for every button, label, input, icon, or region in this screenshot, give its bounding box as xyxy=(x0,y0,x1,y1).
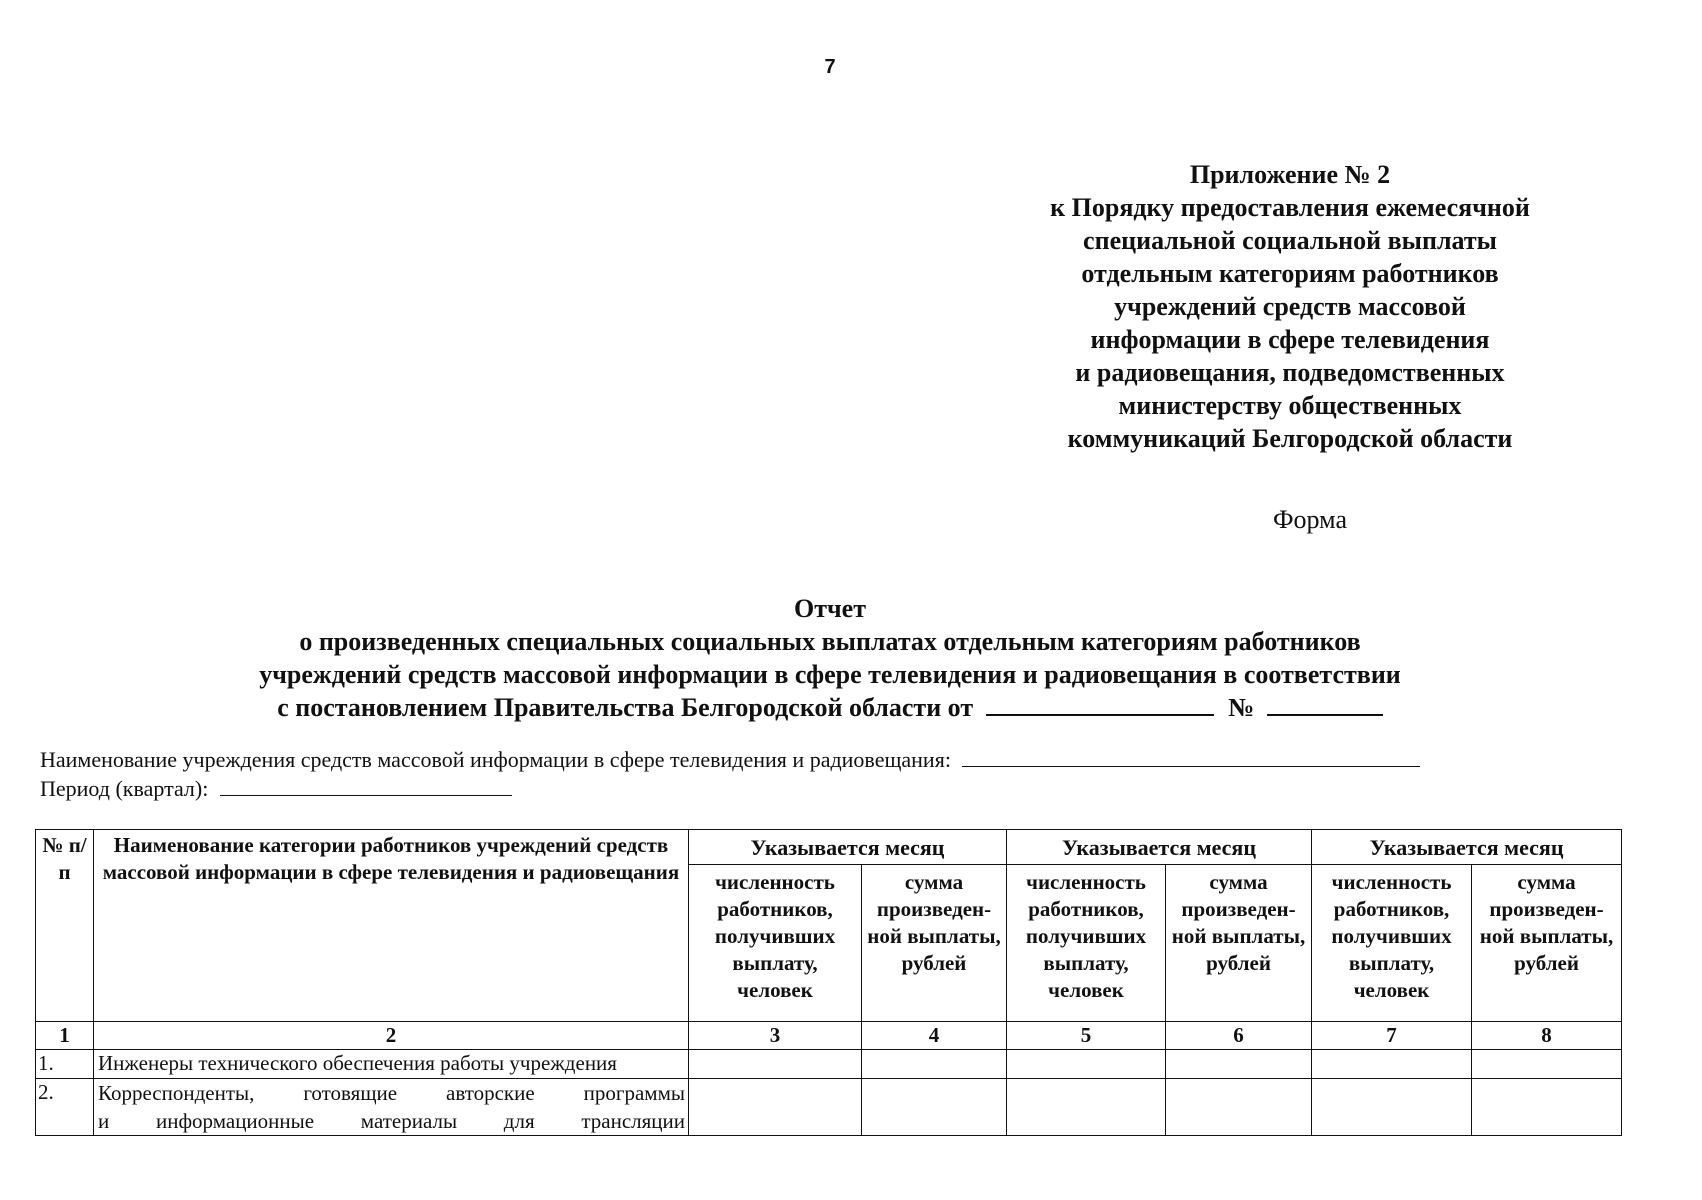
header-month-1: Указывается месяц xyxy=(689,830,1007,865)
header-col-number xyxy=(36,830,94,1022)
sum-cell[interactable] xyxy=(1166,1079,1312,1136)
report-title-heading: Отчет xyxy=(794,594,866,623)
count-cell[interactable] xyxy=(689,1050,862,1079)
appendix-line: и радиовещания, подведомственных xyxy=(1075,358,1505,387)
period-field xyxy=(40,776,512,802)
table-row xyxy=(36,1079,1622,1136)
header-count-2: численность работников, получивших выплату, человек xyxy=(1007,865,1166,1022)
row-category xyxy=(94,1079,689,1136)
institution-field xyxy=(40,747,1420,773)
sum-cell[interactable] xyxy=(862,1050,1007,1079)
sum-cell[interactable] xyxy=(1166,1050,1312,1079)
column-number: 6 xyxy=(1166,1022,1312,1050)
report-title-line: учреждений средств массовой информации в сфере телевидения и радиовещания в соответствии xyxy=(259,660,1401,689)
header-col-number-text: № п/п xyxy=(42,833,87,884)
appendix-line: министерству общественных xyxy=(1118,391,1462,420)
column-number: 1 xyxy=(36,1022,94,1050)
count-cell[interactable] xyxy=(1007,1050,1166,1079)
header-sum-2: сумма произведен-ной выплаты, рублей xyxy=(1166,865,1312,1022)
appendix-line: к Порядку предоставления ежемесячной xyxy=(1050,193,1530,222)
resolution-number-blank[interactable] xyxy=(1267,713,1383,716)
count-cell[interactable] xyxy=(1312,1079,1472,1136)
report-title xyxy=(60,592,1600,724)
table-row xyxy=(36,1050,1622,1079)
row-category xyxy=(94,1050,689,1079)
column-number: 8 xyxy=(1472,1022,1622,1050)
sum-cell[interactable] xyxy=(1472,1050,1622,1079)
appendix-line: отдельным категориям работников xyxy=(1081,259,1499,288)
column-number: 3 xyxy=(689,1022,862,1050)
institution-input-blank[interactable] xyxy=(962,765,1420,767)
column-number: 4 xyxy=(862,1022,1007,1050)
resolution-number-sign: № xyxy=(1228,693,1255,722)
row-category-text xyxy=(94,1079,688,1135)
column-number: 5 xyxy=(1007,1022,1166,1050)
period-label: Период (квартал): xyxy=(40,776,209,801)
resolution-date-blank[interactable] xyxy=(986,713,1214,716)
row-category-line: Корреспонденты, готовящие авторские программы xyxy=(98,1081,685,1105)
appendix-line: специальной социальной выплаты xyxy=(1083,226,1497,255)
column-number: 2 xyxy=(94,1022,689,1050)
report-title-line: о произведенных специальных социальных выплатах отдельным категориям работников xyxy=(299,627,1361,656)
row-number: 1. xyxy=(36,1050,94,1079)
row-category-text: Инженеры технического обеспечения работы учреждения xyxy=(98,1051,617,1075)
header-sum-1: сумма произведен-ной выплаты, рублей xyxy=(862,865,1007,1022)
sum-cell[interactable] xyxy=(1472,1079,1622,1136)
count-cell[interactable] xyxy=(1007,1079,1166,1136)
appendix-line: учреждений средств массовой xyxy=(1114,292,1466,321)
form-label: Форма xyxy=(1273,505,1347,534)
report-table xyxy=(35,829,1622,1136)
header-count-3: численность работников, получивших выплату, человек xyxy=(1312,865,1472,1022)
table-header-row xyxy=(36,830,1622,865)
column-number-row xyxy=(36,1022,1622,1050)
report-title-line xyxy=(60,691,1600,724)
appendix-line: Приложение № 2 xyxy=(1189,160,1391,189)
header-month-3: Указывается месяц xyxy=(1312,830,1622,865)
column-number: 7 xyxy=(1312,1022,1472,1050)
header-month-2: Указывается месяц xyxy=(1007,830,1312,865)
row-number: 2. xyxy=(36,1079,94,1136)
header-sum-3: сумма произведен-ной выплаты, рублей xyxy=(1472,865,1622,1022)
appendix-line: информации в сфере телевидения xyxy=(1090,325,1490,354)
appendix-header xyxy=(980,158,1600,455)
period-input-blank[interactable] xyxy=(220,794,512,796)
count-cell[interactable] xyxy=(1312,1050,1472,1079)
row-category-line: и информационные материалы для трансляции xyxy=(98,1109,685,1133)
header-col-category-text: Наименование категории работников учреждений средств массовой информации в сфере телевидения и радиовещания xyxy=(102,833,680,884)
header-col-category xyxy=(94,830,689,1022)
resolution-prefix: с постановлением Правительства Белгородской области от xyxy=(277,693,974,722)
count-cell[interactable] xyxy=(689,1079,862,1136)
appendix-line: коммуникаций Белгородской области xyxy=(1067,424,1513,453)
page-number: 7 xyxy=(824,56,836,78)
header-count-1: численность работников, получивших выплату, человек xyxy=(689,865,862,1022)
sum-cell[interactable] xyxy=(862,1079,1007,1136)
institution-label: Наименование учреждения средств массовой информации в сфере телевидения и радиовещания: xyxy=(40,747,951,772)
